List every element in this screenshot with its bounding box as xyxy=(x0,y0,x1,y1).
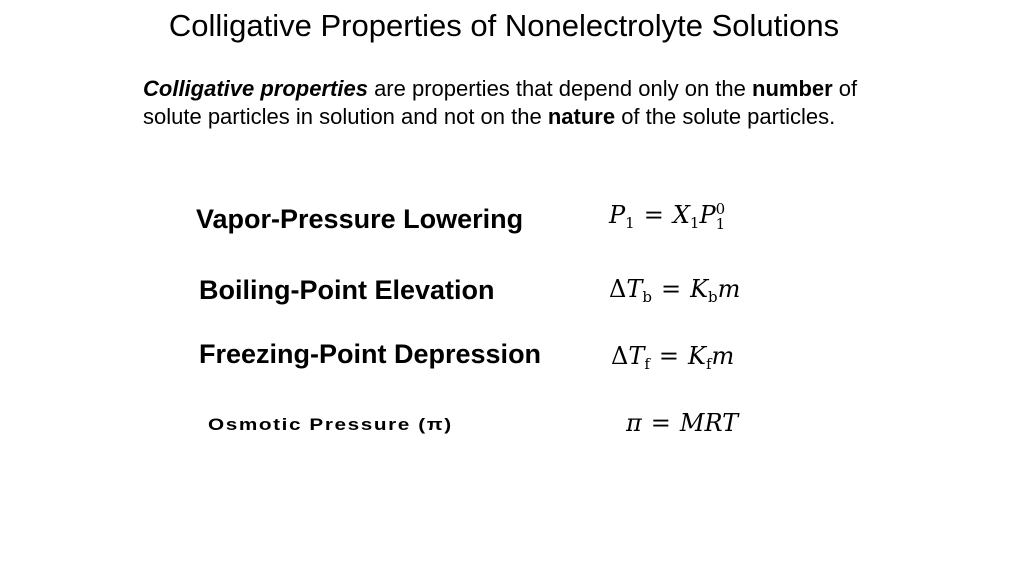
eq-symbol: P xyxy=(699,201,716,229)
definition-bold-number: number xyxy=(752,76,833,101)
definition-text-2: of solute particles in solution and not on the xyxy=(143,76,858,129)
definition-text-1: are properties that depend only on the xyxy=(367,76,752,101)
definition-bold-nature: nature xyxy=(547,103,616,129)
eq-subscript: f xyxy=(644,355,650,373)
property-label-vapor-pressure-lowering: Vapor-Pressure Lowering xyxy=(196,204,524,234)
slide-title: Colligative Properties of Nonelectrolyte Solutions xyxy=(168,8,840,43)
eq-superscript: 0 xyxy=(715,200,726,218)
eq-subscript: b xyxy=(642,288,652,306)
property-label-boiling-point-elevation: Boiling-Point Elevation xyxy=(199,275,495,305)
property-label-freezing-point-depression: Freezing-Point Depression xyxy=(199,339,542,369)
eq-subscript: 1 xyxy=(715,215,726,233)
eq-symbol: P xyxy=(609,201,626,229)
definition-text-3: of the solute particles. xyxy=(615,103,836,129)
equation-freezing-point-depression xyxy=(611,341,734,371)
eq-operator: = xyxy=(658,342,680,370)
equation-osmotic-pressure xyxy=(626,408,738,438)
eq-symbol: K xyxy=(688,342,706,370)
eq-symbol: m xyxy=(717,275,741,303)
eq-delta: Δ xyxy=(609,275,627,303)
eq-symbol: K xyxy=(690,275,709,303)
equation-boiling-point-elevation xyxy=(609,274,740,304)
eq-symbol: π xyxy=(626,409,642,437)
eq-operator: = xyxy=(650,409,671,437)
eq-operator: = xyxy=(643,201,664,229)
property-label-osmotic-pressure: Osmotic Pressure (π) xyxy=(208,415,453,434)
eq-operator: = xyxy=(660,275,682,303)
equation-vapor-pressure-lowering xyxy=(609,200,725,232)
definition-paragraph xyxy=(143,75,883,130)
eq-subscript: 1 xyxy=(625,214,635,232)
eq-symbol: T xyxy=(626,275,643,303)
eq-subsup xyxy=(716,202,726,232)
eq-symbol: X xyxy=(672,201,690,229)
eq-delta: Δ xyxy=(611,342,629,370)
eq-subscript: f xyxy=(705,355,712,373)
definition-term: Colligative properties xyxy=(143,76,368,101)
eq-symbol: MRT xyxy=(679,409,739,437)
eq-symbol: T xyxy=(628,342,645,370)
eq-subscript: b xyxy=(708,288,718,306)
eq-symbol: m xyxy=(711,342,735,370)
eq-subscript: 1 xyxy=(689,214,700,232)
